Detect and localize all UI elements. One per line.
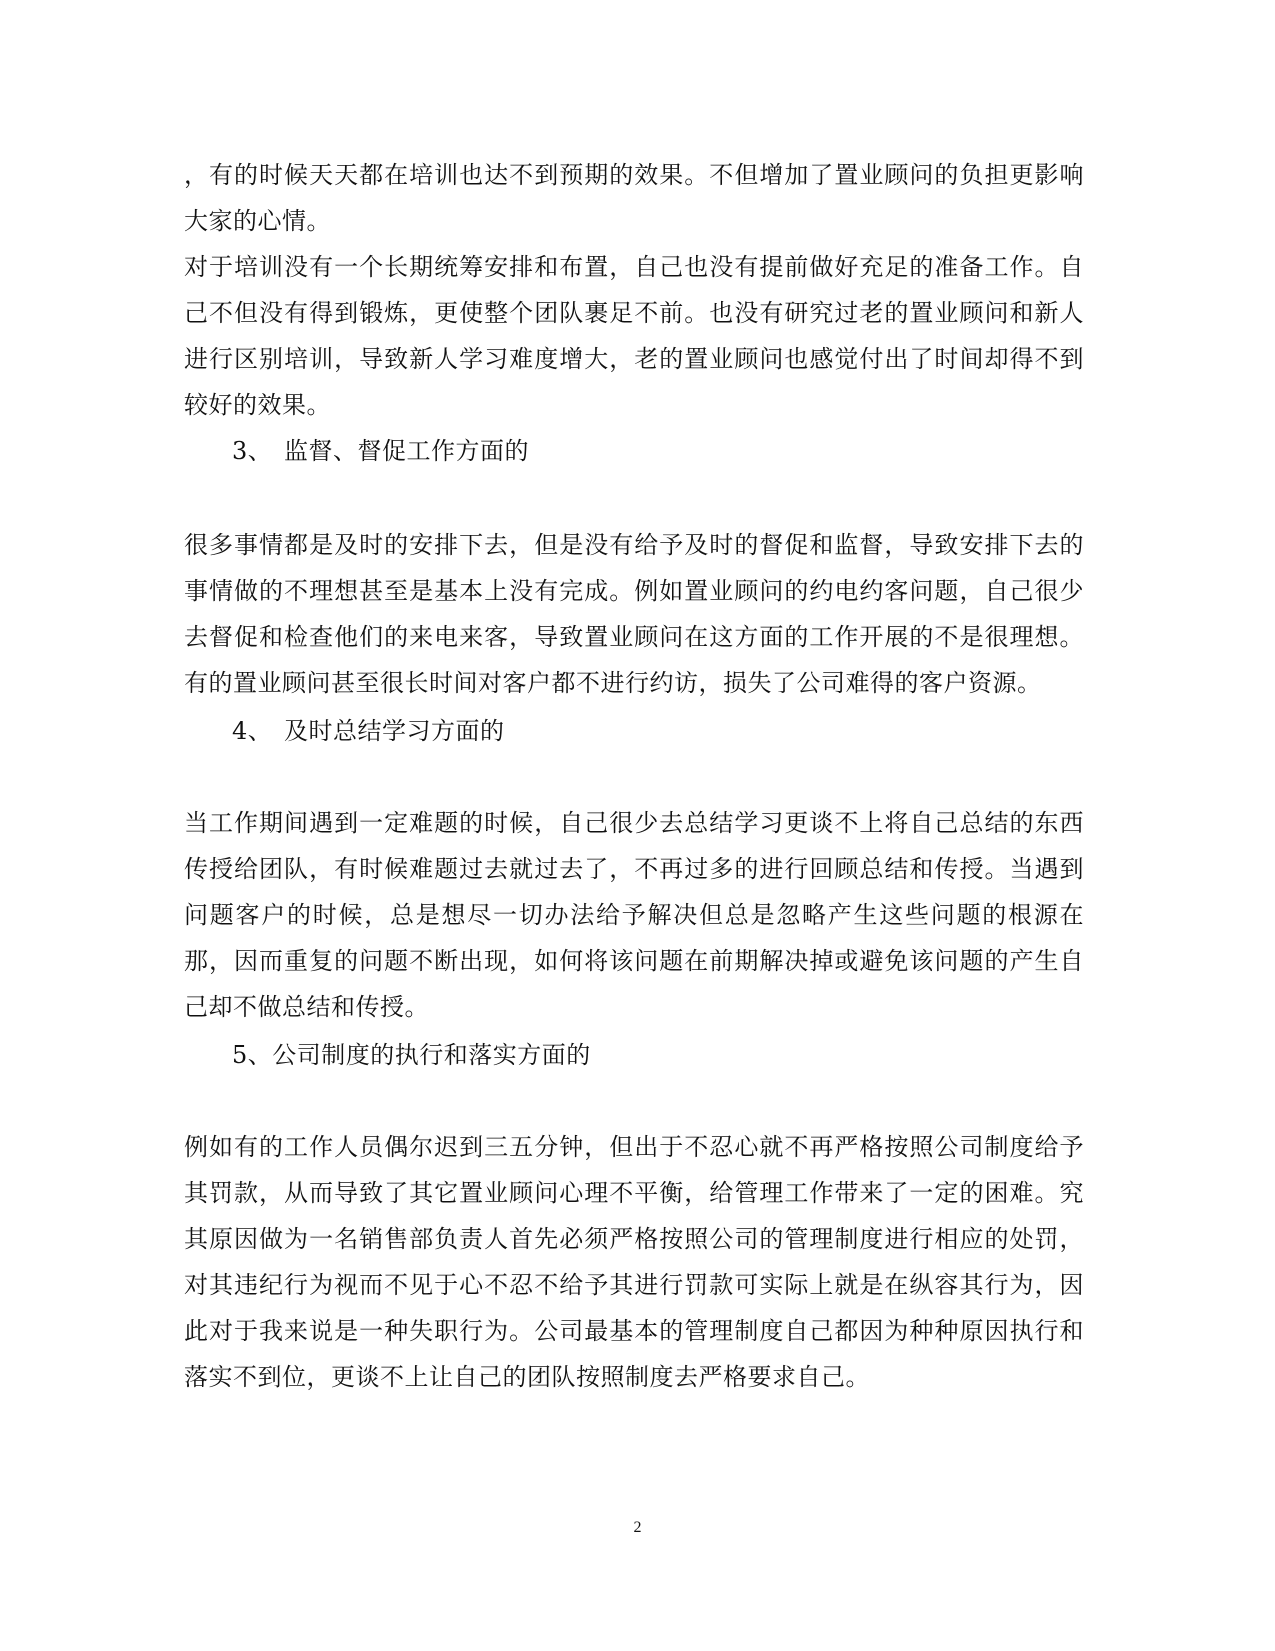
section-title: 及时总结学习方面的 bbox=[284, 717, 505, 745]
paragraph-summary: 当工作期间遇到一定难题的时候，自己很少去总结学习更谈不上将自己总结的东西传授给团队，有时候难题过去就过去了，不再过多的进行回顾总结和传授。当遇到问题客户的时候，总是想尽一切办法给予解决但总是忽略产生这些问题的根源在那，因而重复的问题不断出现，如何将该问题在前期解决掉或避免该问题的产生自己却不做总结和传授。 bbox=[184, 809, 1084, 1021]
section-title: 监督、督促工作方面的 bbox=[284, 437, 529, 465]
section-heading-5 bbox=[232, 1032, 591, 1078]
page-number: 2 bbox=[633, 1519, 642, 1536]
section-number: 4、 bbox=[232, 717, 273, 745]
paragraph-supervision: 很多事情都是及时的安排下去，但是没有给予及时的督促和监督，导致安排下去的事情做的不理想甚至是基本上没有完成。例如置业顾问的约电约客问题，自己很少去督促和检查他们的来电来客，导致置业顾问在这方面的工作开展的不是很理想。有的置业顾问甚至很长时间对客户都不进行约访，损失了公司难得的客户资源。 bbox=[184, 531, 1084, 697]
section-title: 5、公司制度的执行和落实方面的 bbox=[232, 1041, 591, 1069]
section-heading-4 bbox=[232, 708, 505, 754]
paragraph-continuation: ，有的时候天天都在培训也达不到预期的效果。不但增加了置业顾问的负担更影响大家的心情。 bbox=[184, 161, 1084, 235]
paragraph-policy: 例如有的工作人员偶尔迟到三五分钟，但出于不忍心就不再严格按照公司制度给予其罚款，从而导致了其它置业顾问心理不平衡，给管理工作带来了一定的困难。究其原因做为一名销售部负责人首先必须严格按照公司的管理制度进行相应的处罚，对其违纪行为视而不见于心不忍不给予其进行罚款可实际上就是在纵容其行为，因此对于我来说是一种失职行为。公司最基本的管理制度自己都因为种种原因执行和落实不到位，更谈不上让自己的团队按照制度去严格要求自己。 bbox=[184, 1133, 1084, 1391]
section-number: 3、 bbox=[232, 437, 273, 465]
section-heading-3 bbox=[232, 428, 529, 474]
paragraph-training: 对于培训没有一个长期统筹安排和布置，自己也没有提前做好充足的准备工作。自己不但没有得到锻炼，更使整个团队裹足不前。也没有研究过老的置业顾问和新人进行区别培训，导致新人学习难度增大，老的置业顾问也感觉付出了时间却得不到较好的效果。 bbox=[184, 253, 1084, 419]
